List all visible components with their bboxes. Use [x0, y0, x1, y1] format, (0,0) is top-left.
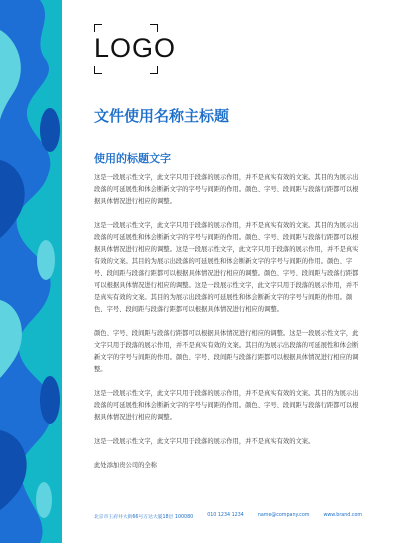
logo-text: LOGO [94, 33, 177, 63]
footer-phone: 010 1234 1234 [207, 513, 244, 518]
footer-email[interactable]: name@company.com [257, 513, 310, 518]
company-signoff: 此处添加贵公司的全称 [94, 462, 157, 469]
body-paragraph: 这是一段展示性文字，此文字只用于段落的展示作用，并不是真实有效的文案。其目的为展示出段落的可延展性和体会断新文字的字号与间距的作用。颜色、字号、段间距与段落行距都可以根据具体情况进行相应的调整。这是一段展示性文字，此文字只用于段落的展示作用，并不是真实有效的文案。其目的为展示出段落的可延展性和体会断新文字的字号与间距的作用。颜色、字号、段间距与段落行距都可以根据具体情况进行相应的调整。颜色、字号、段间距与段落行距都可以根据具体情况进行相应的调整。这是一段展示性文字，此文字只用于段落的展示作用，并不是真实有效的文案。其目的为展示出段落的可延展性和体会断新文字的字号与间距的作用。颜色、字号、段间距与段落行距都可以根据具体情况进行相应的调整。 [94, 222, 359, 313]
body-paragraph: 这是一段展示性文字，此文字只用于段落的展示作用，并不是真实有效的文案。其目的为展示出段落的可延展性和体会断新文字的字号与间距的作用。颜色、字号、段间距与段落行距都可以根据具体情况进行相应的调整。 [94, 390, 359, 421]
document-body [94, 172, 364, 460]
footer-website[interactable]: www.brand.com [323, 513, 363, 518]
body-paragraph: 这是一段展示性文字，此文字只用于段落的展示作用，并不是真实有效的文案。 [94, 438, 315, 445]
body-paragraph: 这是一段展示性文字，此文字只用于段落的展示作用，并不是真实有效的文案。其目的为展示出段落的可延展性和体会断新文字的字号与间距的作用。颜色、字号、段间距与段落行距都可以根据具体情况进行相应的调整。 [94, 174, 359, 205]
footer-address: 北京市王府井大街66号万达大厦18层 100080 [94, 515, 194, 520]
logo-corner-bottom-right [150, 66, 158, 74]
footer-contact [94, 513, 384, 520]
logo-corner-bottom-left [94, 66, 102, 74]
logo-corner-top-right [150, 24, 158, 32]
body-paragraph: 颜色、字号、段间距与段落行距都可以根据具体情况进行相应的调整。这是一段展示性文字，此文字只用于段落的展示作用，并不是真实有效的文案。其目的为展示出段落的可延展性和体会断新文字的字号与间距的作用。颜色、字号、段间距与段落行距都可以根据具体情况进行相应的调整。 [94, 330, 359, 373]
document-title: 文件使用名称主标题 [94, 107, 230, 125]
logo-corner-top-left [94, 24, 102, 32]
decorative-side-pattern [0, 0, 62, 543]
company-logo [94, 24, 177, 74]
document-subtitle: 使用的标题文字 [94, 152, 171, 165]
